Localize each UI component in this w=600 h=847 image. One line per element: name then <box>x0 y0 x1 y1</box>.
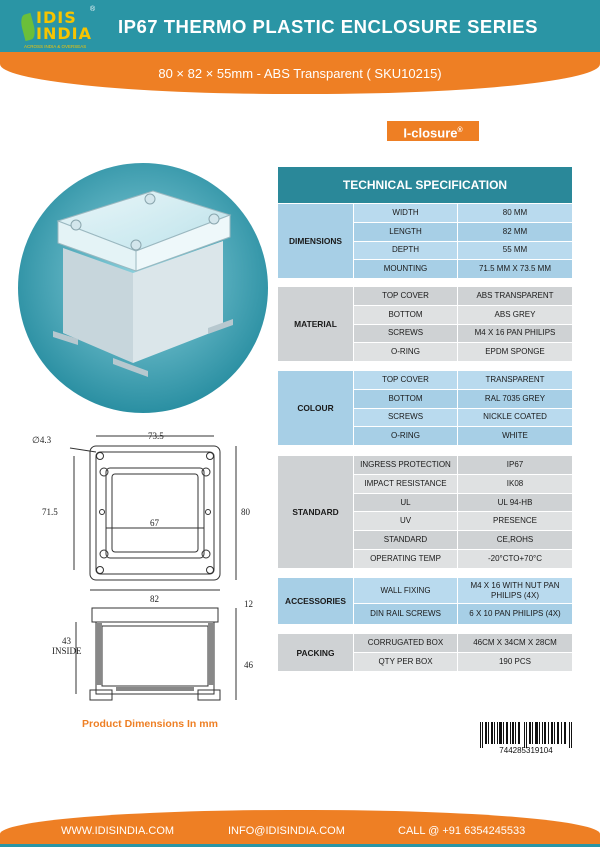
spec-row <box>353 204 572 222</box>
spec-value: UL 94-HB <box>457 494 572 512</box>
leaf-icon <box>19 13 37 41</box>
spec-value: 46CM X 34CM X 28CM <box>457 634 572 652</box>
spec-row <box>353 371 572 389</box>
spec-value: 80 MM <box>457 204 572 222</box>
spec-group-label: ACCESSORIES <box>278 578 353 624</box>
spec-row <box>353 408 572 427</box>
spec-row <box>353 259 572 278</box>
spec-value: NICKLE COATED <box>457 409 572 427</box>
spec-group-material <box>278 287 572 361</box>
spec-value: 6 X 10 PAN PHILIPS (4X) <box>457 604 572 624</box>
company-logo <box>20 8 108 52</box>
spec-row <box>353 652 572 671</box>
spec-group-dimensions <box>278 204 572 278</box>
spec-row <box>353 456 572 474</box>
spec-group-label: STANDARD <box>278 456 353 568</box>
spec-key: SCREWS <box>353 409 457 427</box>
page-subtitle: 80 × 82 × 55mm - ABS Transparent ( SKU10215) <box>158 66 442 81</box>
product-photo <box>18 163 268 413</box>
logo-line-1: IDIS <box>36 8 77 27</box>
logo-tagline: ACROSS INDIA & OVERSEAS <box>24 44 87 49</box>
spec-key: STANDARD <box>353 531 457 549</box>
brand-badge <box>387 121 479 141</box>
spec-row <box>353 634 572 652</box>
spec-value: ABS GREY <box>457 306 572 324</box>
spec-key: SCREWS <box>353 325 457 343</box>
spec-value: 82 MM <box>457 223 572 241</box>
spec-key: BOTTOM <box>353 306 457 324</box>
spec-value: ABS TRANSPARENT <box>457 287 572 305</box>
spec-value: M4 X 16 WITH NUT PAN PHILIPS (4X) <box>457 578 572 603</box>
spec-key: BOTTOM <box>353 390 457 408</box>
spec-key: WALL FIXING <box>353 578 457 603</box>
spec-row <box>353 578 572 603</box>
spec-row <box>353 511 572 530</box>
dim-bottom-width: 82 <box>150 594 159 604</box>
dim-right-height: 80 <box>241 507 250 517</box>
dim-hole-diameter: ∅4.3 <box>32 435 52 445</box>
spec-key: TOP COVER <box>353 287 457 305</box>
spec-row <box>353 549 572 568</box>
dim-inside-depth: 43 <box>62 636 71 646</box>
spec-key: CORRUGATED BOX <box>353 634 457 652</box>
spec-key: UV <box>353 512 457 530</box>
spec-row <box>353 342 572 361</box>
page-title: IP67 THERMO PLASTIC ENCLOSURE SERIES <box>118 16 538 37</box>
spec-value: IP67 <box>457 456 572 474</box>
logo-line-2: INDIA <box>36 24 92 43</box>
spec-value: EPDM SPONGE <box>457 343 572 361</box>
spec-row <box>353 389 572 408</box>
brand-name: I-closure <box>403 125 458 141</box>
dim-base-height: 46 <box>244 660 253 670</box>
technical-specification-table <box>278 167 572 666</box>
spec-value: TRANSPARENT <box>457 371 572 389</box>
spec-key: DEPTH <box>353 242 457 260</box>
spec-value: -20°CTO+70°C <box>457 550 572 568</box>
spec-group-accessories <box>278 578 572 624</box>
dimension-caption: Product Dimensions In mm <box>82 718 218 730</box>
spec-key: TOP COVER <box>353 371 457 389</box>
spec-key: MOUNTING <box>353 260 457 278</box>
spec-value: PRESENCE <box>457 512 572 530</box>
spec-table-title: TECHNICAL SPECIFICATION <box>278 167 572 203</box>
spec-key: O-RING <box>353 427 457 445</box>
footer-phone[interactable]: CALL @ +91 6354245533 <box>398 825 526 837</box>
spec-group-label: DIMENSIONS <box>278 204 353 278</box>
spec-row <box>353 305 572 324</box>
dim-lid-height: 12 <box>244 599 253 609</box>
spec-key: IMPACT RESISTANCE <box>353 475 457 493</box>
dimension-drawing <box>30 424 280 714</box>
spec-key: WIDTH <box>353 204 457 222</box>
spec-key: OPERATING TEMP <box>353 550 457 568</box>
spec-group-label: MATERIAL <box>278 287 353 361</box>
spec-row <box>353 474 572 493</box>
spec-key: QTY PER BOX <box>353 653 457 671</box>
spec-value: M4 X 16 PAN PHILIPS <box>457 325 572 343</box>
spec-group-standard <box>278 456 572 568</box>
spec-group-label: COLOUR <box>278 371 353 445</box>
spec-value: CE,ROHS <box>457 531 572 549</box>
header-banner <box>0 0 600 95</box>
spec-group-label: PACKING <box>278 634 353 671</box>
barcode-number: 744285319104 <box>499 746 553 755</box>
spec-value: RAL 7035 GREY <box>457 390 572 408</box>
spec-value: 55 MM <box>457 242 572 260</box>
spec-group-packing <box>278 634 572 671</box>
spec-row <box>353 222 572 241</box>
spec-row <box>353 603 572 624</box>
footer-website-link[interactable]: WWW.IDISINDIA.COM <box>61 825 175 837</box>
spec-row <box>353 287 572 305</box>
logo-registered-mark: ® <box>90 6 96 13</box>
dim-left-height: 71.5 <box>42 507 58 517</box>
spec-value: WHITE <box>457 427 572 445</box>
spec-key: UL <box>353 494 457 512</box>
spec-row <box>353 324 572 343</box>
dim-top-width: 73.5 <box>148 431 164 441</box>
dim-inner-width: 67 <box>150 518 159 528</box>
spec-value: 71.5 MM X 73.5 MM <box>457 260 572 278</box>
footer-email-link[interactable]: INFO@IDISINDIA.COM <box>228 825 345 837</box>
footer-banner <box>0 810 600 847</box>
spec-key: INGRESS PROTECTION <box>353 456 457 474</box>
dim-inside-label: INSIDE <box>52 646 82 656</box>
spec-value: IK08 <box>457 475 572 493</box>
spec-key: DIN RAIL SCREWS <box>353 604 457 624</box>
spec-row <box>353 241 572 260</box>
spec-group-colour <box>278 371 572 445</box>
spec-row <box>353 530 572 549</box>
spec-key: LENGTH <box>353 223 457 241</box>
spec-row <box>353 426 572 445</box>
spec-key: O-RING <box>353 343 457 361</box>
spec-row <box>353 493 572 512</box>
brand-registered-mark: ® <box>457 127 463 134</box>
spec-value: 190 PCS <box>457 653 572 671</box>
